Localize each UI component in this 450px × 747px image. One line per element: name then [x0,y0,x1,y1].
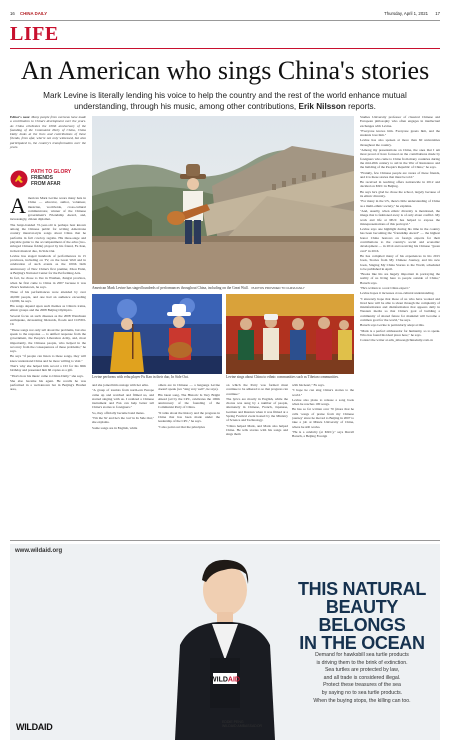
ad-title [290,580,434,652]
caption-text: American Mark Levine has staged hundreds of performances throughout China, including on the Great Wall. [92,286,249,290]
paragraph: In fact, he chose to live in Wuzhen, Jiangxi province, when he first came to China in 2007 because it was Zhou's hometown, he says. [10,276,86,289]
series-label-1: PATH TO GLORY [31,169,72,175]
column-1 [10,196,86,531]
paragraph: He has so far written over 70 (more that he calls 'songs of praise from my Chinese journey' since he moved to Beijing in 2007 to take a job at Minzu University of China, where he still works. [292,407,354,429]
ad-body-line: Demand for hawksbill sea turtle products [315,652,409,658]
column-4 [226,383,288,533]
ad-body-line: When the buying stops, the killing can too. [313,697,411,704]
series-label-2: FRIENDS [31,175,53,181]
paragraph: Studies University professor of classical Chinese and European philosophy who often engages in intellectual exchanges with Levine. [360,115,440,128]
wildaid-ad [10,544,440,740]
paragraph: "Mark is a perfect ambassador for humanity, so to speak. Who has found his ideal place here," he says. [360,328,440,337]
paragraph: "I sincerely hope that those of us who have worked and lived here will be able to shout through the complexity of misinformation and disinformation that appears daily in Western media so that China's goal of building a community of shared future for mankind will become a common goal for the world," he says. [360,296,440,323]
ad-title-line: IN THE OCEAN [299,633,425,653]
photo-credit: PHOTOS PROVIDED TO CHINA DAILY [251,286,305,290]
path-to-glory-logo [10,168,86,190]
byline: Erik Nilsson [298,102,346,111]
issue-date: Thursday, April 1, 2021 [384,11,428,16]
paragraph: and she joined him onstage with her erhu. [92,383,149,387]
column-6 [360,115,440,535]
subhead [20,90,430,112]
column-3 [158,383,220,533]
paragraph: "I'm the 'In' and he's the 'out' in In Side Out," she explains. [92,416,154,425]
paragraph: "Books like his are hugely important in portraying the reality of us living here to people outside of China," Baruch says. [360,272,440,285]
header-rule [10,20,440,21]
drop-cap: A [10,196,26,218]
paragraph: He has compiled many of his experiences in his 2015 book, Stories from My Chinese Journey, and his new book, Singing My China Stories to the World, scheduled to be published in April. [360,253,440,271]
ad-divider [10,540,440,541]
paragraph: "Frankly, few Chinese people are aware of these friends, and it is these stories that must be told." [360,170,440,179]
wildaid-logo-text: WILDAID [16,722,53,732]
subhead-text: Mark Levine is literally lending his voice to help the country and the rest of the world enhance mutual understanding, through his music, among other contributions, [43,91,407,111]
paragraph: Levine also plans to release a song book when he reaches 100 songs. [292,397,354,407]
paragraph: "I also point out that the principles [158,424,205,429]
paragraph: Several focus on such diseases as the 2008 Wenchuan earthquake, devastating blizzards, floods and COVID-19. [10,313,86,327]
ambassador-line-2: WILDAID AMBASSADOR [222,724,263,728]
cowboy-figure [167,304,192,360]
paragraph: "For many in the US, there's little understanding of China as a multi-ethnic society," he explains. [360,199,440,208]
paragraph: She also became his agent. He recalls he was performed in a well-known bar in Beijing's Houhai area, [10,378,86,392]
ad-body-line: is driving them to the brink of extinction. [316,659,408,666]
ambassador-line-1: EDDIE PENG [222,720,244,724]
lead-text: merican Mark Levine wears many hats in China — educator, author, volunteer, musician, worldwide, cross-cultural communicator, winner of the Chinese government's Friendship Award, and, increasingly, citizen diplomat. [10,196,86,222]
ad-title-line: BEAUTY BELONGS [318,597,406,635]
paragraph: Baruch says Levine is particularly adept at this. [360,323,425,328]
paragraph: "China helped Mark, and Mark also helped China. He tells stories with his songs and sings them [226,423,288,437]
paragraph: Levine says one highlight during his time in the country has been becoming the "friendship Award" — the highest honor China bestows on foreign experts for their contributions to the country's social and economic development — in 2014 and receiving his Chinese "green card" in 2016. [360,227,440,253]
paragraph: Three of his performances were attended by over 40,000 people, and one had an audience exceeding 10,000, he says. [10,290,86,303]
lower-caption-right: Levine sings about China to ethnic communities such as Tibetan communities. [226,375,339,379]
paragraph: others are in Chinese — a language Levine doesn't speak (we "sing very well", he says). [158,383,220,392]
paragraph: Contact the writer at erik_nilsson@chinadaily.com.cn [360,338,433,343]
paragraph: So, they officially became band mates. [92,410,145,415]
great-wall-photo [92,116,354,284]
paragraph: "A group of tourists from north-ern Europe came up and watched and filmed us, and started singing with us. I realized a Chinese instrument and Fan can help better tell China's stories to foreigners." [92,388,154,410]
editor-note [10,115,86,149]
lower-caption-left: Levine performs with erhu player Fu Kan in their duo, In Side Out. [92,375,189,379]
paragraph: "He is a celebrity (at MUC)," says Duvall Baruch, a Beijing Foreign [292,429,354,439]
ad-body-line: by saying no to sea turtle products. [321,689,403,696]
paragraph: "And, usually, when ethnic diversity is mentioned, the image that is fashioned away is of only about conflict. My work and life at MUC has helped to expose the misrepresentations of this portrayal." [360,208,440,226]
paragraph: "That's how his music came to China Daily," she says. [10,373,84,378]
series-label-3: FROM AFAR [31,181,61,187]
headline: An American who sings China's stories [20,56,430,85]
ambassador-photo [150,550,300,740]
ad-body-line: and all trade is considered illegal. [323,674,401,681]
paragraph: He says he's glad he chose the school, largely because of its ethnic diversity. [360,189,440,199]
ambassador-name [222,720,262,728]
page-number: 16 [10,11,15,16]
paragraph: "Among my presentations on China, the ones that I am most proud of have focused on the contributions made by foreigners who came to China from many countries during the mid-20th century to aid in the War of Resistance and the building of the People's Republic of China," he says. [360,148,440,170]
section-label: LIFE [10,23,59,45]
column-2 [92,383,154,533]
paragraph: with his heart," Fu says. [292,383,325,387]
paragraph: on which the Party was formed must continue to be adhered to so that progress can continue." [226,383,288,396]
editor-note-label: Editor's note: [10,115,31,119]
editor-note-text: Many people from overseas have made a contribution to China's development over the years. As China celebrates the 100th anniversary of the founding of the Communist Party of China, China Daily looks at the lives and contributions of these friends, from afar, who're not only witnessed, but also participated in, the country's transformation over the years. [10,115,86,150]
paragraph: "It talks about the history and the progress in China that has been made under the leadership of the CPC," he says. [158,410,220,424]
paragraph: He received in teaching offers nationwide in 2012 and decided on MUC in Beijing. [360,180,440,189]
ad-body [295,652,429,705]
paragraph: The banjo-banded 72-year-old is perhaps best known among the Chinese public for writing Americana country musical-style songs about China that he performs in full cowboy regalia. His three-stage and playable guitar to the accompaniment of the erhu (two-stringed Chinese fiddle) played by his friend, Fu Kan, in their musical duo, In Side Out. [10,222,86,253]
paragraph: "Everyone knows him. Everyone greets him, and the students love him." [360,128,440,138]
paragraph: His songs depend upon such themes as China's trains, ethnic groups and the 2008 Beijing Olympics. [10,304,86,313]
column-5 [292,383,354,533]
ad-body-line: Protect these treasures of the sea [323,682,401,689]
page-number-right: 17 [435,11,440,16]
newspaper-brand: CHINA DAILY [20,11,48,16]
paragraph: Levine has staged hundreds of performances in 15 provinces, including on TV, on the Great Wall and in celebration of such events as the 100th birth anniversary of New China's first premier, Zhou Enlai, at Beijing's National Center for the Performing Arts. [10,253,86,276]
paragraph: Levine hopes it increases cross-cultural understanding. [360,291,435,296]
wildaid-logo [16,722,52,732]
lead-paragraph [10,196,86,222]
paragraph: "He's written to a real China expert." [360,285,410,290]
paragraph: "These songs not only tell about the problems, but also speak to the response — is unified response from the government, the People's Liberation Army, and, most importantly, the Chinese people, who helped in the recovery from the consequences of these problems," he says. [10,327,86,354]
paragraph: His latest song, The Historic Is Very Bright Ahead (ad by the CPC, celebrates the 100th anniversary of the founding of the Communist Party of China. [158,392,220,410]
section-rule [10,48,440,49]
ad-title-line: THIS NATURAL [297,579,427,599]
byline-tail: reports. [348,102,376,111]
ad-url[interactable]: www.wildaid.org [15,548,63,554]
star-flag-icon [10,170,28,188]
ethnic-community-photo [226,294,354,374]
paragraph: Levine has also spoken at more than 60 universities throughout the country. [360,138,440,147]
top-bar [10,10,440,20]
paragraph: Some songs are in English, while [92,425,138,430]
paragraph: The lyrics are mostly in English, while the chorus was sung by a number of people, alternately in Chinese, French, Japanese, German and Russian when it was filmed at a Spring Festival event hosted by the Ministry of Science and Technology. [226,396,288,423]
ad-body-line: Sea turtles are protected by law, [324,667,400,674]
main-photo-caption [92,286,354,291]
duo-performance-photo [92,294,222,374]
ad-tag: WILDAID [210,676,240,684]
paragraph: He says "if people can listen to these songs, they will know understand China and be more willing to visit." [10,354,86,363]
paragraph: "I hope he can sing China's stories to the world." [292,388,354,397]
paragraph: That's why she helped him record a CD for his 60th birthday and presented him 66 copies as a gift. [10,363,86,373]
